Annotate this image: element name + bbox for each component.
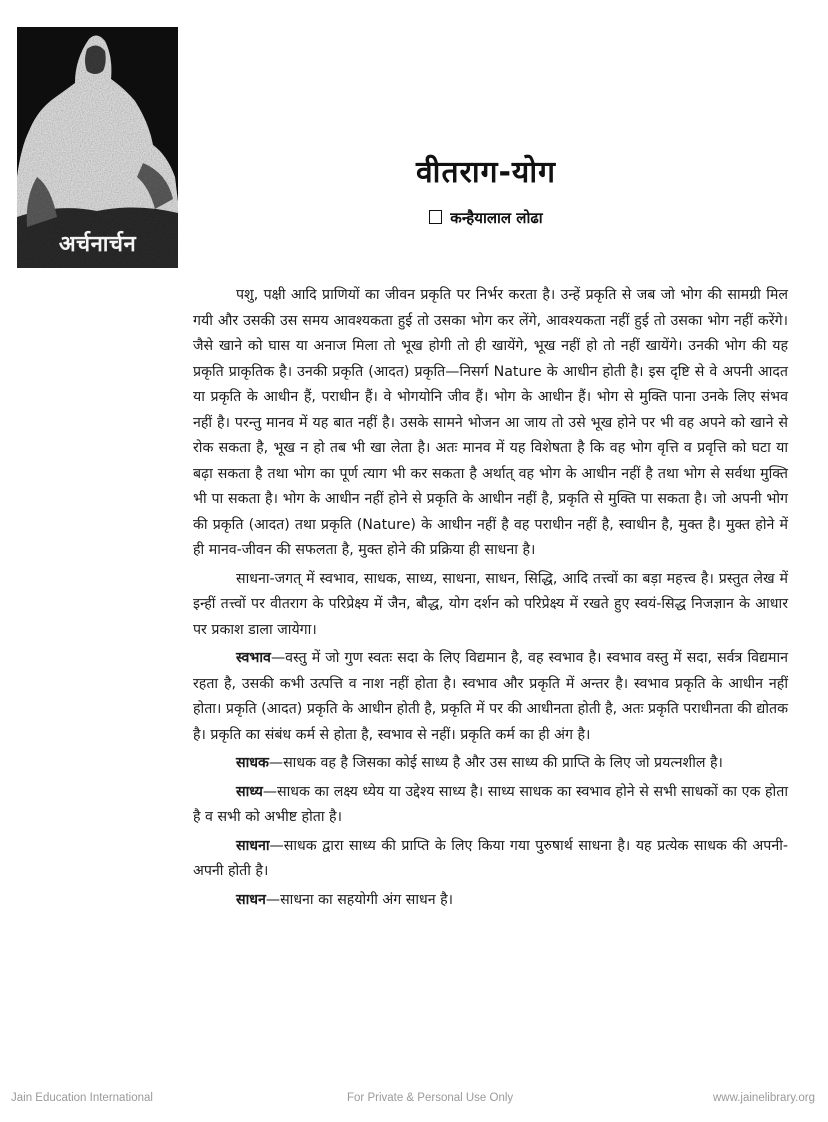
series-caption: अर्चनार्चन xyxy=(58,232,137,257)
definition-term: साधक xyxy=(236,755,269,771)
definition-sadhak xyxy=(193,751,788,777)
definition-text: —साधक का लक्ष्य ध्येय या उद्देश्य साध्य है। साध्य साधक का स्वभाव होने से सभी साधकों का एक होता है व सभी को अभीष्ट होता है। xyxy=(193,783,788,825)
article-title: वीतराग-योग xyxy=(416,155,556,190)
definition-text: —वस्तु में जो गुण स्वतः सदा के लिए विद्यमान है, वह स्वभाव है। स्वभाव वस्तु में सदा, सर्वत्र विद्यमान रहता है, उसकी कभी उत्पत्ति व नाश नहीं होता है। स्वभाव और प्रकृति में अन्तर है। स्वभाव प्रकृति के आधीन नहीं होता। प्रकृति (आदत) प्रकृति के आधीन होती है, प्रकृति में पर की आधीनता होती है, अतः प्रकृति पराधीनता की द्योतक है। प्रकृति का संबंध कर्म से होता है, स्वभाव से नहीं। प्रकृति कर्म का ही अंग है। xyxy=(193,650,788,743)
definition-term: साध्य xyxy=(236,783,263,800)
author-name: कन्हैयालाल लोढा xyxy=(450,209,543,227)
definition-text: —साधक वह है जिसका कोई साध्य है और उस साध्य की प्राप्ति के लिए जो प्रयत्नशील है। xyxy=(268,755,723,771)
paragraph-overview xyxy=(193,567,788,644)
footer-usage-notice: For Private & Personal Use Only xyxy=(347,1092,514,1104)
definition-text: —साधना का सहयोगी अंग साधन है। xyxy=(265,891,454,908)
definition-sadhan xyxy=(193,888,788,914)
article-body xyxy=(193,283,788,916)
definition-svabhav xyxy=(193,646,788,748)
photo-panel xyxy=(17,27,178,268)
definition-term: स्वभाव xyxy=(236,650,271,666)
footer-publisher: Jain Education International xyxy=(11,1092,153,1104)
footer-website-link[interactable]: www.jainelibrary.org xyxy=(712,1092,815,1104)
paragraph-intro xyxy=(193,283,788,564)
definition-term: साधन xyxy=(236,891,266,908)
author-byline xyxy=(330,208,642,228)
definition-sadhya xyxy=(193,780,788,831)
box-icon xyxy=(429,210,442,224)
paragraph-text: साधना-जगत् में स्वभाव, साधक, साध्य, साधना, साधन, सिद्धि, आदि तत्त्वों का बड़ा महत्त्व है। प्रस्तुत लेख में इन्हीं तत्त्वों पर वीतराग के परिप्रेक्ष्य में जैन, बौद्ध, योग दर्शन को परिप्रेक्ष्य में रखते हुए स्वयं-सिद्ध निजज्ञान के आधार पर प्रकाश डाला जायेगा। xyxy=(193,570,788,638)
definition-text: —साधक द्वारा साध्य की प्राप्ति के लिए किया गया पुरुषार्थ साधना है। यह प्रत्येक साधक की अपनी-अपनी होती है। xyxy=(193,837,788,879)
page-footer xyxy=(0,1092,828,1108)
definition-term: साधना xyxy=(236,837,270,854)
paragraph-text: पशु, पक्षी आदि प्राणियों का जीवन प्रकृति पर निर्भर करता है। उन्हें प्रकृति से जब जो भोग की सामग्री मिल गयी और उसकी उस समय आवश्यकता हुई तो उसका भोग कर लेंगे, आवश्यकता नहीं हुई तो उसका भोग नहीं करेंगे। जैसे खाने को घास या अनाज मिला तो भूख होगी तो ही खायेंगे, भूख नहीं हो तो नहीं खायेंगे। उनकी भोग की यह प्रकृति प्राकृतिक है। उनकी प्रकृति (आदत) प्रकृति—निसर्ग Nature के आधीन होती है। इस दृष्टि से वे अपनी आदत या प्रकृति के आधीन हैं, पराधीन हैं। वे भोगयोनि जीव हैं। भोग के आधीन हैं। भोग से मुक्ति पाना उनके लिए संभव नहीं है। परन्तु मानव में यह बात नहीं है। उसके सामने भोजन आ जाय तो उसे भूख होने पर भी वह अपने को खाने से रोक सकता है, भूख न हो तब भी खा लेता है। अतः मानव में यह विशेषता है कि वह भोग वृत्ति व प्रवृत्ति को घटा या बढ़ा सकता है तथा भोग का पूर्ण त्याग भी कर सकता है अर्थात् वह भोग के आधीन नहीं है तथा भोग से सर्वथा मुक्ति भी पा सकता है। भोग के आधीन नहीं होने से प्रकृति के आधीन नहीं है, प्रकृति से मुक्ति पा सकता है। जो अपनी भोग की प्रकृति (आदत) तथा प्रकृति (Nature) के आधीन नहीं है वह पराधीन नहीं है, स्वाधीन है, मुक्त है। मुक्त होने में ही मानव-जीवन की सफलता है, मुक्त होने की प्रक्रिया ही साधना है। xyxy=(193,287,788,558)
definition-sadhana xyxy=(193,834,788,885)
